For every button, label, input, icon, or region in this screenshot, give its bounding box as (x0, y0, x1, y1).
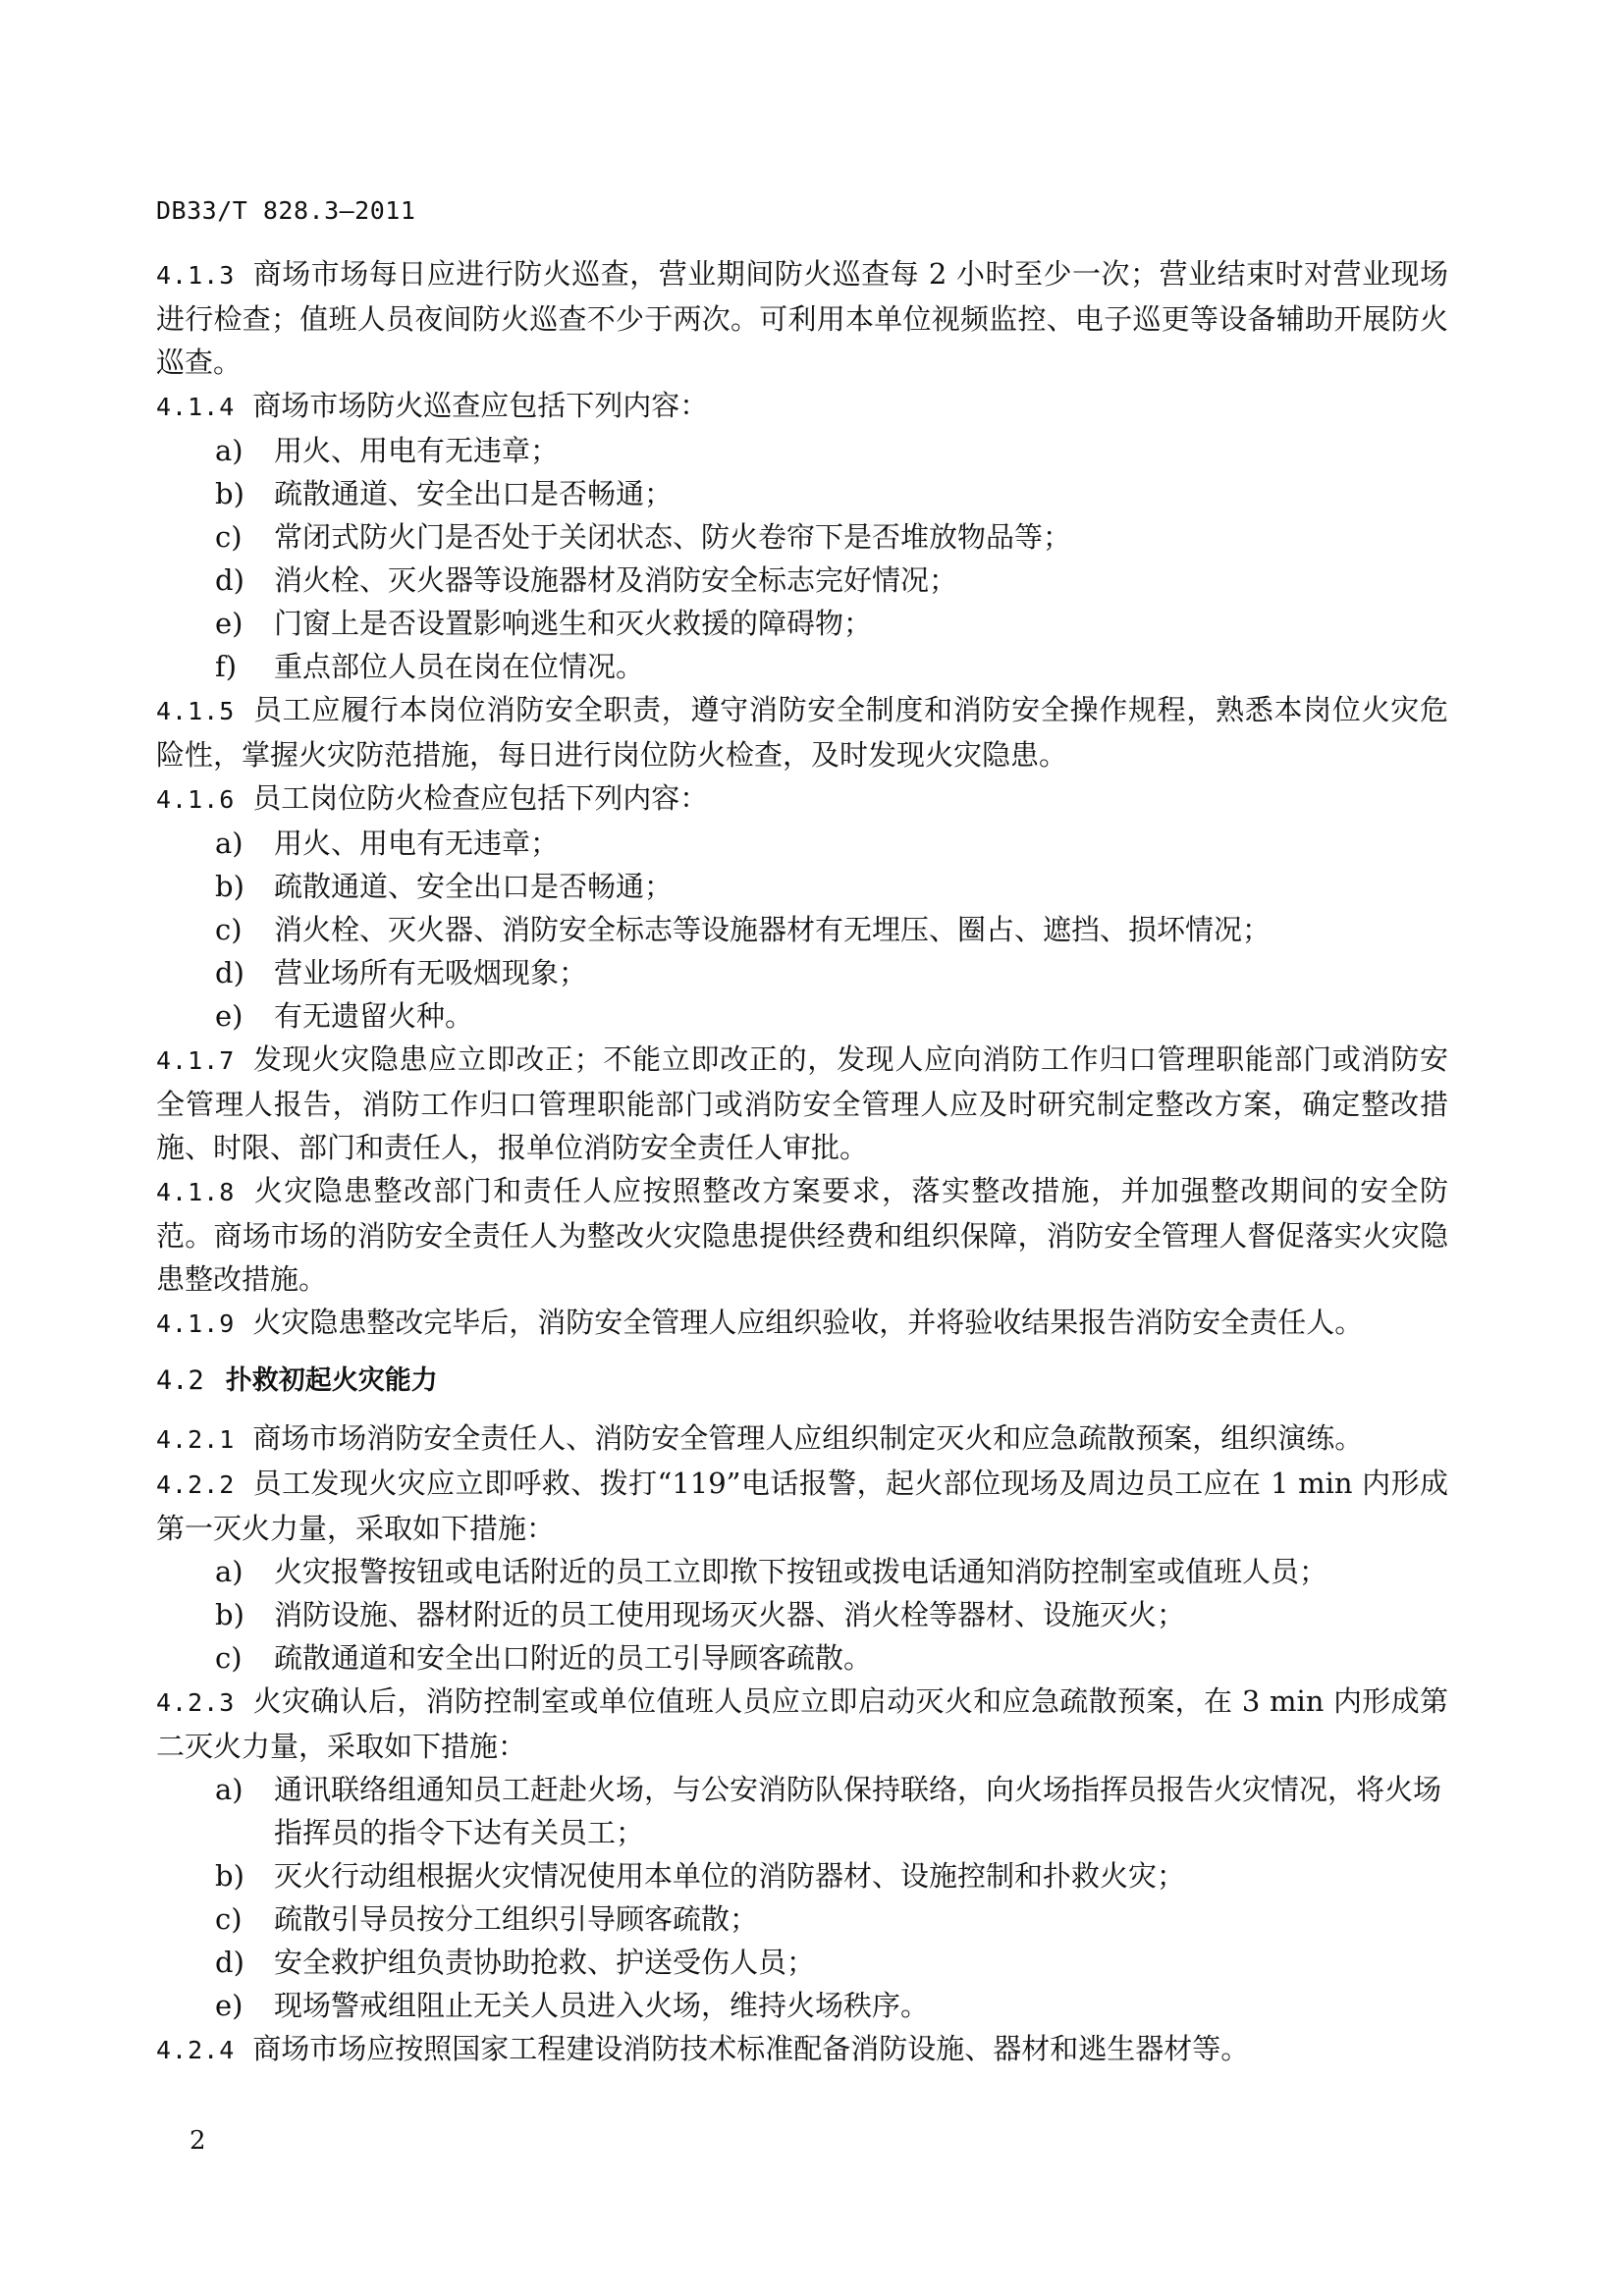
clause-number: 4.1.5 (156, 697, 236, 725)
list-item-text: 门窗上是否设置影响逃生和灭火救援的障碍物； (274, 607, 873, 640)
list-item (215, 994, 1448, 1038)
list-item-text: 通讯联络组通知员工赶赴火场，与公安消防队保持联络，向火场指挥员报告火灾情况，将火场指挥员的指令下达有关员工； (274, 1773, 1442, 1849)
section-title: 扑救初起火灾能力 (225, 1365, 438, 1396)
list-item-text: 疏散引导员按分工组织引导顾客疏散； (274, 1902, 759, 1936)
clause-paragraph (156, 384, 1448, 429)
list-item-label: a) (215, 827, 244, 860)
clause-number: 4.1.4 (156, 393, 236, 421)
list-item-text: 用火、用电有无违章； (274, 827, 560, 860)
list-item (215, 865, 1448, 908)
list-item (215, 1941, 1448, 1984)
list-item (215, 1768, 1448, 1854)
list-item-text: 疏散通道和安全出口附近的员工引导顾客疏散。 (274, 1641, 873, 1675)
clause-text: 商场市场防火巡查应包括下列内容： (252, 389, 709, 422)
list-item-label: d) (215, 956, 244, 989)
clause-paragraph (156, 1680, 1448, 1768)
clause-paragraph (156, 1462, 1448, 1550)
list-item-text: 常闭式防火门是否处于关闭状态、防火卷帘下是否堆放物品等； (274, 520, 1072, 554)
list-item-text: 灭火行动组根据火灾情况使用本单位的消防器材、设施控制和扑救火灾； (274, 1859, 1186, 1893)
list-item (215, 559, 1448, 602)
clause-text: 员工岗位防火检查应包括下列内容： (252, 781, 709, 815)
list-item-label: e) (215, 999, 244, 1033)
page-number: 2 (189, 2126, 206, 2156)
clause-paragraph (156, 688, 1448, 776)
clause-text: 商场市场消防安全责任人、消防安全管理人应组织制定灭火和应急疏散预案，组织演练。 (252, 1421, 1364, 1455)
list-item (215, 1636, 1448, 1680)
clause-text: 发现火灾隐患应立即改正；不能立即改正的，发现人应向消防工作归口管理职能部门或消防安全管理人报告，消防工作归口管理职能部门或消防安全管理人应及时研究制定整改方案，确定整改措施、时限、部门和责任人，报单位消防安全责任人审批。 (156, 1042, 1448, 1164)
section-heading (156, 1360, 1448, 1403)
list-item (215, 1593, 1448, 1636)
list-item-label: a) (215, 1773, 244, 1806)
clause-paragraph (156, 1416, 1448, 1462)
list-item-label: c) (215, 1902, 243, 1936)
clause-number: 4.1.3 (156, 261, 236, 290)
clause-number: 4.1.9 (156, 1309, 236, 1338)
list-item-label: b) (215, 1598, 244, 1631)
list-item-text: 消火栓、灭火器、消防安全标志等设施器材有无埋压、圈占、遮挡、损坏情况； (274, 913, 1272, 946)
clause-paragraph (156, 252, 1448, 384)
document-id-header: DB33/T 828.3—2011 (156, 196, 416, 225)
list-item (215, 429, 1448, 472)
list-item-text: 重点部位人员在岗在位情况。 (274, 650, 645, 683)
list-item-label: d) (215, 1946, 244, 1979)
list-item-text: 用火、用电有无违章； (274, 434, 560, 467)
clause-text: 商场市场应按照国家工程建设消防技术标准配备消防设施、器材和逃生器材等。 (252, 2032, 1250, 2065)
clause-paragraph (156, 1169, 1448, 1301)
clause-number: 4.1.6 (156, 785, 236, 814)
clause-text: 火灾隐患整改部门和责任人应按照整改方案要求，落实整改措施，并加强整改期间的安全防范。商场市场的消防安全责任人为整改火灾隐患提供经费和组织保障，消防安全管理人督促落实火灾隐患整改措施。 (156, 1174, 1448, 1296)
list-item (215, 1984, 1448, 2027)
clause-paragraph (156, 2027, 1448, 2072)
clause-number: 4.2.1 (156, 1425, 236, 1454)
clause-number: 4.2.2 (156, 1470, 236, 1499)
list-item-label: a) (215, 434, 244, 467)
clause-text: 商场市场每日应进行防火巡查，营业期间防火巡查每 2 小时至少一次；营业结束时对营业现场进行检查；值班人员夜间防火巡查不少于两次。可利用本单位视频监控、电子巡更等设备辅助开展防火巡查。 (156, 257, 1448, 379)
list-item-text: 安全救护组负责协助抢救、护送受伤人员； (274, 1946, 816, 1979)
list-item-text: 消防设施、器材附近的员工使用现场灭火器、消火栓等器材、设施灭火； (274, 1598, 1186, 1631)
list-item-label: b) (215, 477, 244, 510)
list-item-label: b) (215, 870, 244, 903)
list-item (215, 472, 1448, 515)
list-item-label: e) (215, 607, 244, 640)
clause-paragraph (156, 1038, 1448, 1169)
clause-text: 员工应履行本岗位消防安全职责，遵守消防安全制度和消防安全操作规程，熟悉本岗位火灾危险性，掌握火灾防范措施，每日进行岗位防火检查，及时发现火灾隐患。 (156, 693, 1448, 772)
list-item (215, 951, 1448, 994)
list-item-label: e) (215, 1989, 244, 2022)
list-item (215, 602, 1448, 645)
list-item (215, 822, 1448, 865)
clause-paragraph (156, 776, 1448, 822)
list-item-label: c) (215, 913, 243, 946)
list-item-label: c) (215, 1641, 243, 1675)
list-item (215, 1897, 1448, 1941)
clause-text: 火灾确认后，消防控制室或单位值班人员应立即启动灭火和应急疏散预案，在 3 min 内形成第二灭火力量，采取如下措施： (156, 1684, 1448, 1763)
clause-text: 员工发现火灾应立即呼救、拨打“119”电话报警，起火部位现场及周边员工应在 1 min 内形成第一灭火力量，采取如下措施： (156, 1467, 1448, 1545)
list-item-text: 营业场所有无吸烟现象； (274, 956, 588, 989)
clause-number: 4.2.4 (156, 2036, 236, 2064)
clause-text: 火灾隐患整改完毕后，消防安全管理人应组织验收，并将验收结果报告消防安全责任人。 (252, 1306, 1364, 1339)
list-item-label: a) (215, 1555, 244, 1588)
clause-paragraph (156, 1301, 1448, 1346)
list-item-text: 有无遗留火种。 (274, 999, 474, 1033)
list-item (215, 1854, 1448, 1897)
list-item-text: 疏散通道、安全出口是否畅通； (274, 870, 674, 903)
list-item-label: f) (215, 650, 238, 683)
list-item-label: c) (215, 520, 243, 554)
list-item-text: 疏散通道、安全出口是否畅通； (274, 477, 674, 510)
section-number: 4.2 (156, 1365, 204, 1396)
list-item (215, 1550, 1448, 1593)
list-item (215, 645, 1448, 688)
list-item (215, 908, 1448, 951)
clause-number: 4.1.7 (156, 1046, 236, 1075)
document-body (156, 252, 1448, 2072)
clause-number: 4.2.3 (156, 1688, 236, 1717)
list-item-label: d) (215, 563, 244, 597)
list-item-label: b) (215, 1859, 244, 1893)
list-item (215, 515, 1448, 559)
list-item-text: 火灾报警按钮或电话附近的员工立即揿下按钮或拨电话通知消防控制室或值班人员； (274, 1555, 1328, 1588)
list-item-text: 消火栓、灭火器等设施器材及消防安全标志完好情况； (274, 563, 958, 597)
clause-number: 4.1.8 (156, 1178, 236, 1206)
list-item-text: 现场警戒组阻止无关人员进入火场，维持火场秩序。 (274, 1989, 930, 2022)
